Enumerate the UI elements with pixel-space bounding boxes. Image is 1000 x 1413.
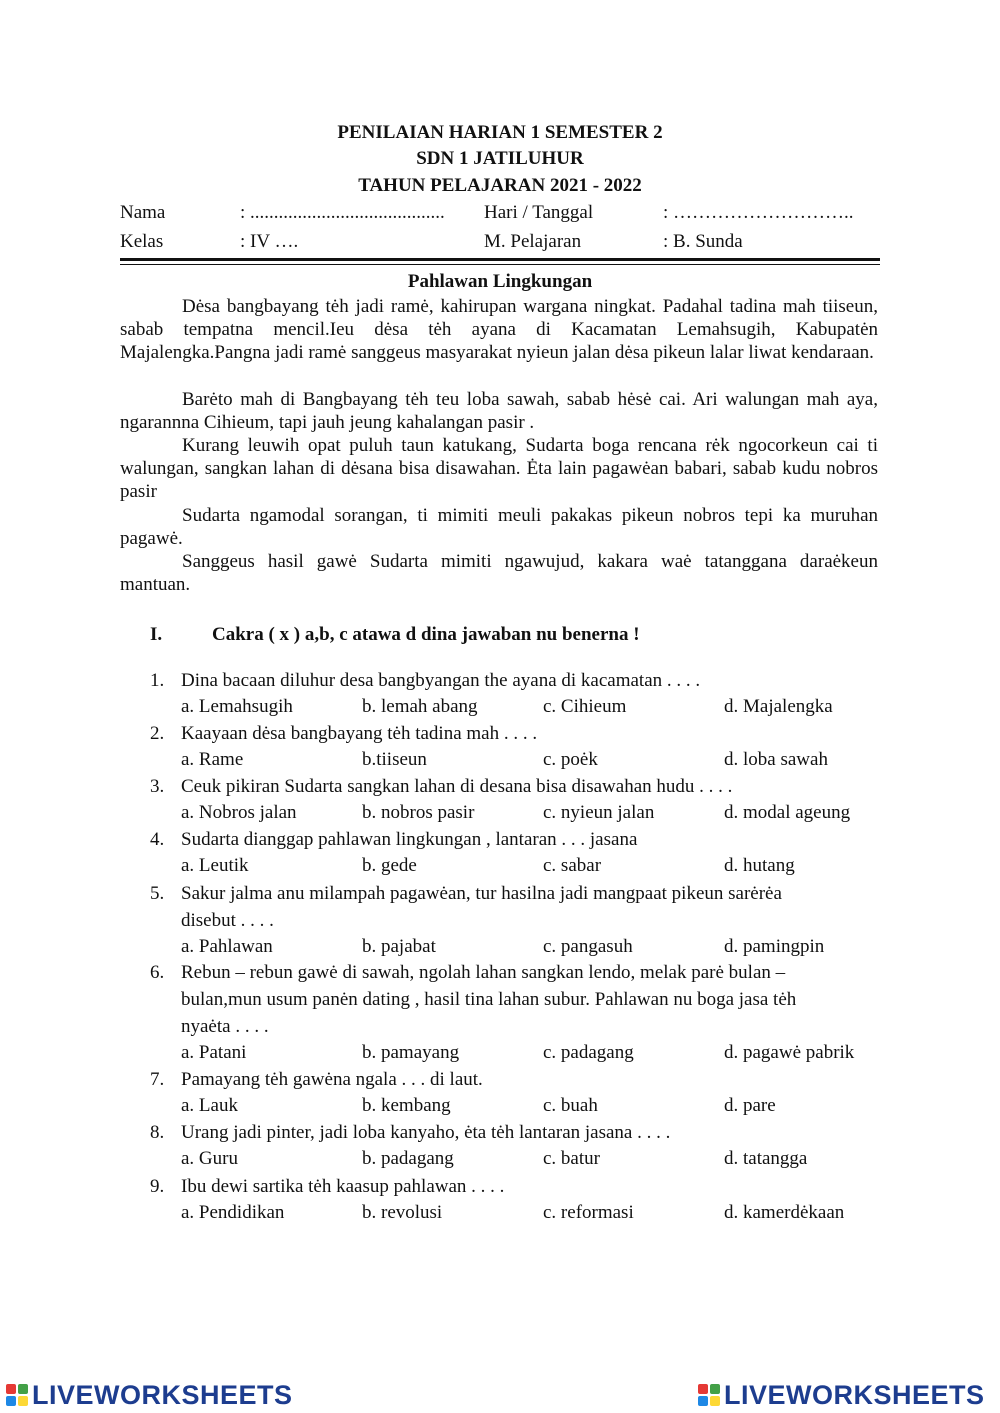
logo-square (698, 1384, 708, 1394)
reading-paragraph: Kurang leuwih opat puluh taun katukang, Sudarta boga rencana rėk ngocorkeun cai ti walungan, sangkan lahan di dėsana bisa disawahan. Ėta lain pagawėan babari, sabab kudu nobros pasir (120, 435, 878, 502)
answer-option-a[interactable]: a. Nobros jalan (181, 802, 297, 823)
answer-option-c[interactable]: c. pangasuh (543, 936, 633, 957)
answer-option-b[interactable]: b. kembang (362, 1095, 451, 1116)
reading-paragraph: Sanggeus hasil gawė Sudarta mimiti ngawujud, kakara waė tatanggana daraėkeun mantuan. (120, 551, 878, 595)
logo-square (710, 1396, 720, 1406)
section-instruction: Cakra ( x ) a,b, c atawa d dina jawaban nu benerna ! (212, 624, 640, 645)
answer-option-d[interactable]: d. pare (724, 1095, 776, 1116)
question-number: 2. (150, 723, 165, 744)
header-divider-thick (120, 258, 880, 261)
section-number: I. (150, 624, 163, 645)
answer-option-a[interactable]: a. Lauk (181, 1095, 238, 1116)
question-text: Urang jadi pinter, jadi loba kanyaho, ėta tėh lantaran jasana . . . . (181, 1122, 671, 1143)
answer-option-c[interactable]: c. poėk (543, 749, 598, 770)
question-text: bulan,mun usum panėn dating , hasil tina lahan subur. Pahlawan nu boga jasa tėh (181, 989, 797, 1010)
answer-option-c[interactable]: c. Cihieum (543, 696, 627, 717)
answer-option-c[interactable]: c. padagang (543, 1042, 634, 1063)
logo-square (18, 1396, 28, 1406)
answer-option-b[interactable]: b.tiiseun (362, 749, 427, 770)
title-school: SDN 1 JATILUHUR (416, 148, 584, 169)
question-number: 5. (150, 883, 165, 904)
reading-paragraph: Dėsa bangbayang tėh jadi ramė, kahirupan wargana ningkat. Padahal tadina mah tiiseun, sabab tempatna mencil.Ieu dėsa tėh ayana di Kacamatan Lemahsugih, Kabupatėn Majalengka.Pangna jadi ramė sanggeus masyarakat nyieun jalan dėsa pikeun lalar liwat kendaraan. (120, 296, 878, 363)
question-text: disebut . . . . (181, 910, 274, 931)
reading-paragraph: Barėto mah di Bangbayang tėh teu loba sawah, sabab hėsė cai. Ari walungan mah aya, ngarannna Cihieum, tapi jauh jeung kahalangan pasir . (120, 389, 878, 433)
question-text: Pamayang tėh gawėna ngala . . . di laut. (181, 1069, 483, 1090)
question-number: 3. (150, 776, 165, 797)
logo-text: LIVEWORKSHEETS (724, 1379, 985, 1410)
answer-option-a[interactable]: a. Guru (181, 1148, 238, 1169)
question-number: 4. (150, 829, 165, 850)
question-number: 1. (150, 670, 165, 691)
kelas-label: Kelas (120, 231, 164, 252)
answer-option-c[interactable]: c. sabar (543, 855, 602, 876)
pelajaran-value: : B. Sunda (663, 231, 743, 252)
reading-paragraph: Sudarta ngamodal sorangan, ti mimiti meuli pakakas pikeun nobros tepi ka muruhan pagawė. (120, 505, 878, 549)
answer-option-c[interactable]: c. reformasi (543, 1202, 634, 1223)
logo-square (6, 1384, 16, 1394)
answer-option-d[interactable]: d. modal ageung (724, 802, 851, 823)
question-text: nyaėta . . . . (181, 1016, 269, 1037)
answer-option-d[interactable]: d. hutang (724, 855, 795, 876)
answer-option-d[interactable]: d. tatangga (724, 1148, 808, 1169)
answer-option-a[interactable]: a. Pendidikan (181, 1202, 285, 1223)
liveworksheets-mark-icon (698, 1384, 720, 1406)
answer-option-b[interactable]: b. pamayang (362, 1042, 460, 1063)
logo-text: LIVEWORKSHEETS (32, 1379, 293, 1410)
answer-option-d[interactable]: d. pamingpin (724, 936, 825, 957)
answer-option-a[interactable]: a. Pahlawan (181, 936, 273, 957)
answer-option-a[interactable]: a. Rame (181, 749, 244, 770)
answer-option-c[interactable]: c. batur (543, 1148, 600, 1169)
logo-square (698, 1396, 708, 1406)
answer-option-b[interactable]: b. nobros pasir (362, 802, 475, 823)
question-text: Ibu dewi sartika tėh kaasup pahlawan . . . . (181, 1176, 505, 1197)
logo-square (710, 1384, 720, 1394)
title-assessment: PENILAIAN HARIAN 1 SEMESTER 2 (337, 122, 663, 143)
answer-option-b[interactable]: b. pajabat (362, 936, 436, 957)
liveworksheets-logo-left (6, 1380, 293, 1410)
logo-square (6, 1396, 16, 1406)
question-text: Sakur jalma anu milampah pagawėan, tur hasilna jadi mangpaat pikeun sarėrėa (181, 883, 782, 904)
logo-square (18, 1384, 28, 1394)
answer-option-b[interactable]: b. revolusi (362, 1202, 443, 1223)
nama-label: Nama (120, 202, 166, 223)
question-number: 9. (150, 1176, 165, 1197)
answer-option-c[interactable]: c. nyieun jalan (543, 802, 655, 823)
question-text: Dina bacaan diluhur desa bangbyangan the ayana di kacamatan . . . . (181, 670, 701, 691)
reading-title: Pahlawan Lingkungan (407, 271, 593, 292)
header-divider-thin (120, 264, 880, 265)
question-text: Ceuk pikiran Sudarta sangkan lahan di desana bisa disawahan hudu . . . . (181, 776, 733, 797)
answer-option-d[interactable]: d. loba sawah (724, 749, 828, 770)
answer-option-d[interactable]: d. Majalengka (724, 696, 833, 717)
answer-option-c[interactable]: c. buah (543, 1095, 598, 1116)
pelajaran-label: M. Pelajaran (484, 231, 582, 252)
nama-field[interactable]: : ......................................... (240, 202, 445, 223)
kelas-field[interactable]: : IV …. (240, 231, 299, 252)
hari-tanggal-label: Hari / Tanggal (484, 202, 594, 223)
question-number: 6. (150, 962, 165, 983)
hari-tanggal-field[interactable]: : ……………………….. (663, 202, 854, 223)
question-text: Kaayaan dėsa bangbayang tėh tadina mah . . . . (181, 723, 538, 744)
liveworksheets-mark-icon (6, 1384, 28, 1406)
answer-option-a[interactable]: a. Lemahsugih (181, 696, 293, 717)
answer-option-b[interactable]: b. padagang (362, 1148, 454, 1169)
answer-option-b[interactable]: b. lemah abang (362, 696, 478, 717)
answer-option-b[interactable]: b. gede (362, 855, 417, 876)
question-text: Rebun – rebun gawė di sawah, ngolah lahan sangkan lendo, melak parė bulan – (181, 962, 786, 983)
question-number: 7. (150, 1069, 165, 1090)
question-number: 8. (150, 1122, 165, 1143)
question-text: Sudarta dianggap pahlawan lingkungan , lantaran . . . jasana (181, 829, 638, 850)
liveworksheets-logo-right (698, 1380, 985, 1410)
answer-option-d[interactable]: d. kamerdėkaan (724, 1202, 845, 1223)
title-year: TAHUN PELAJARAN 2021 - 2022 (358, 175, 642, 196)
answer-option-a[interactable]: a. Patani (181, 1042, 247, 1063)
answer-option-a[interactable]: a. Leutik (181, 855, 249, 876)
answer-option-d[interactable]: d. pagawė pabrik (724, 1042, 855, 1063)
